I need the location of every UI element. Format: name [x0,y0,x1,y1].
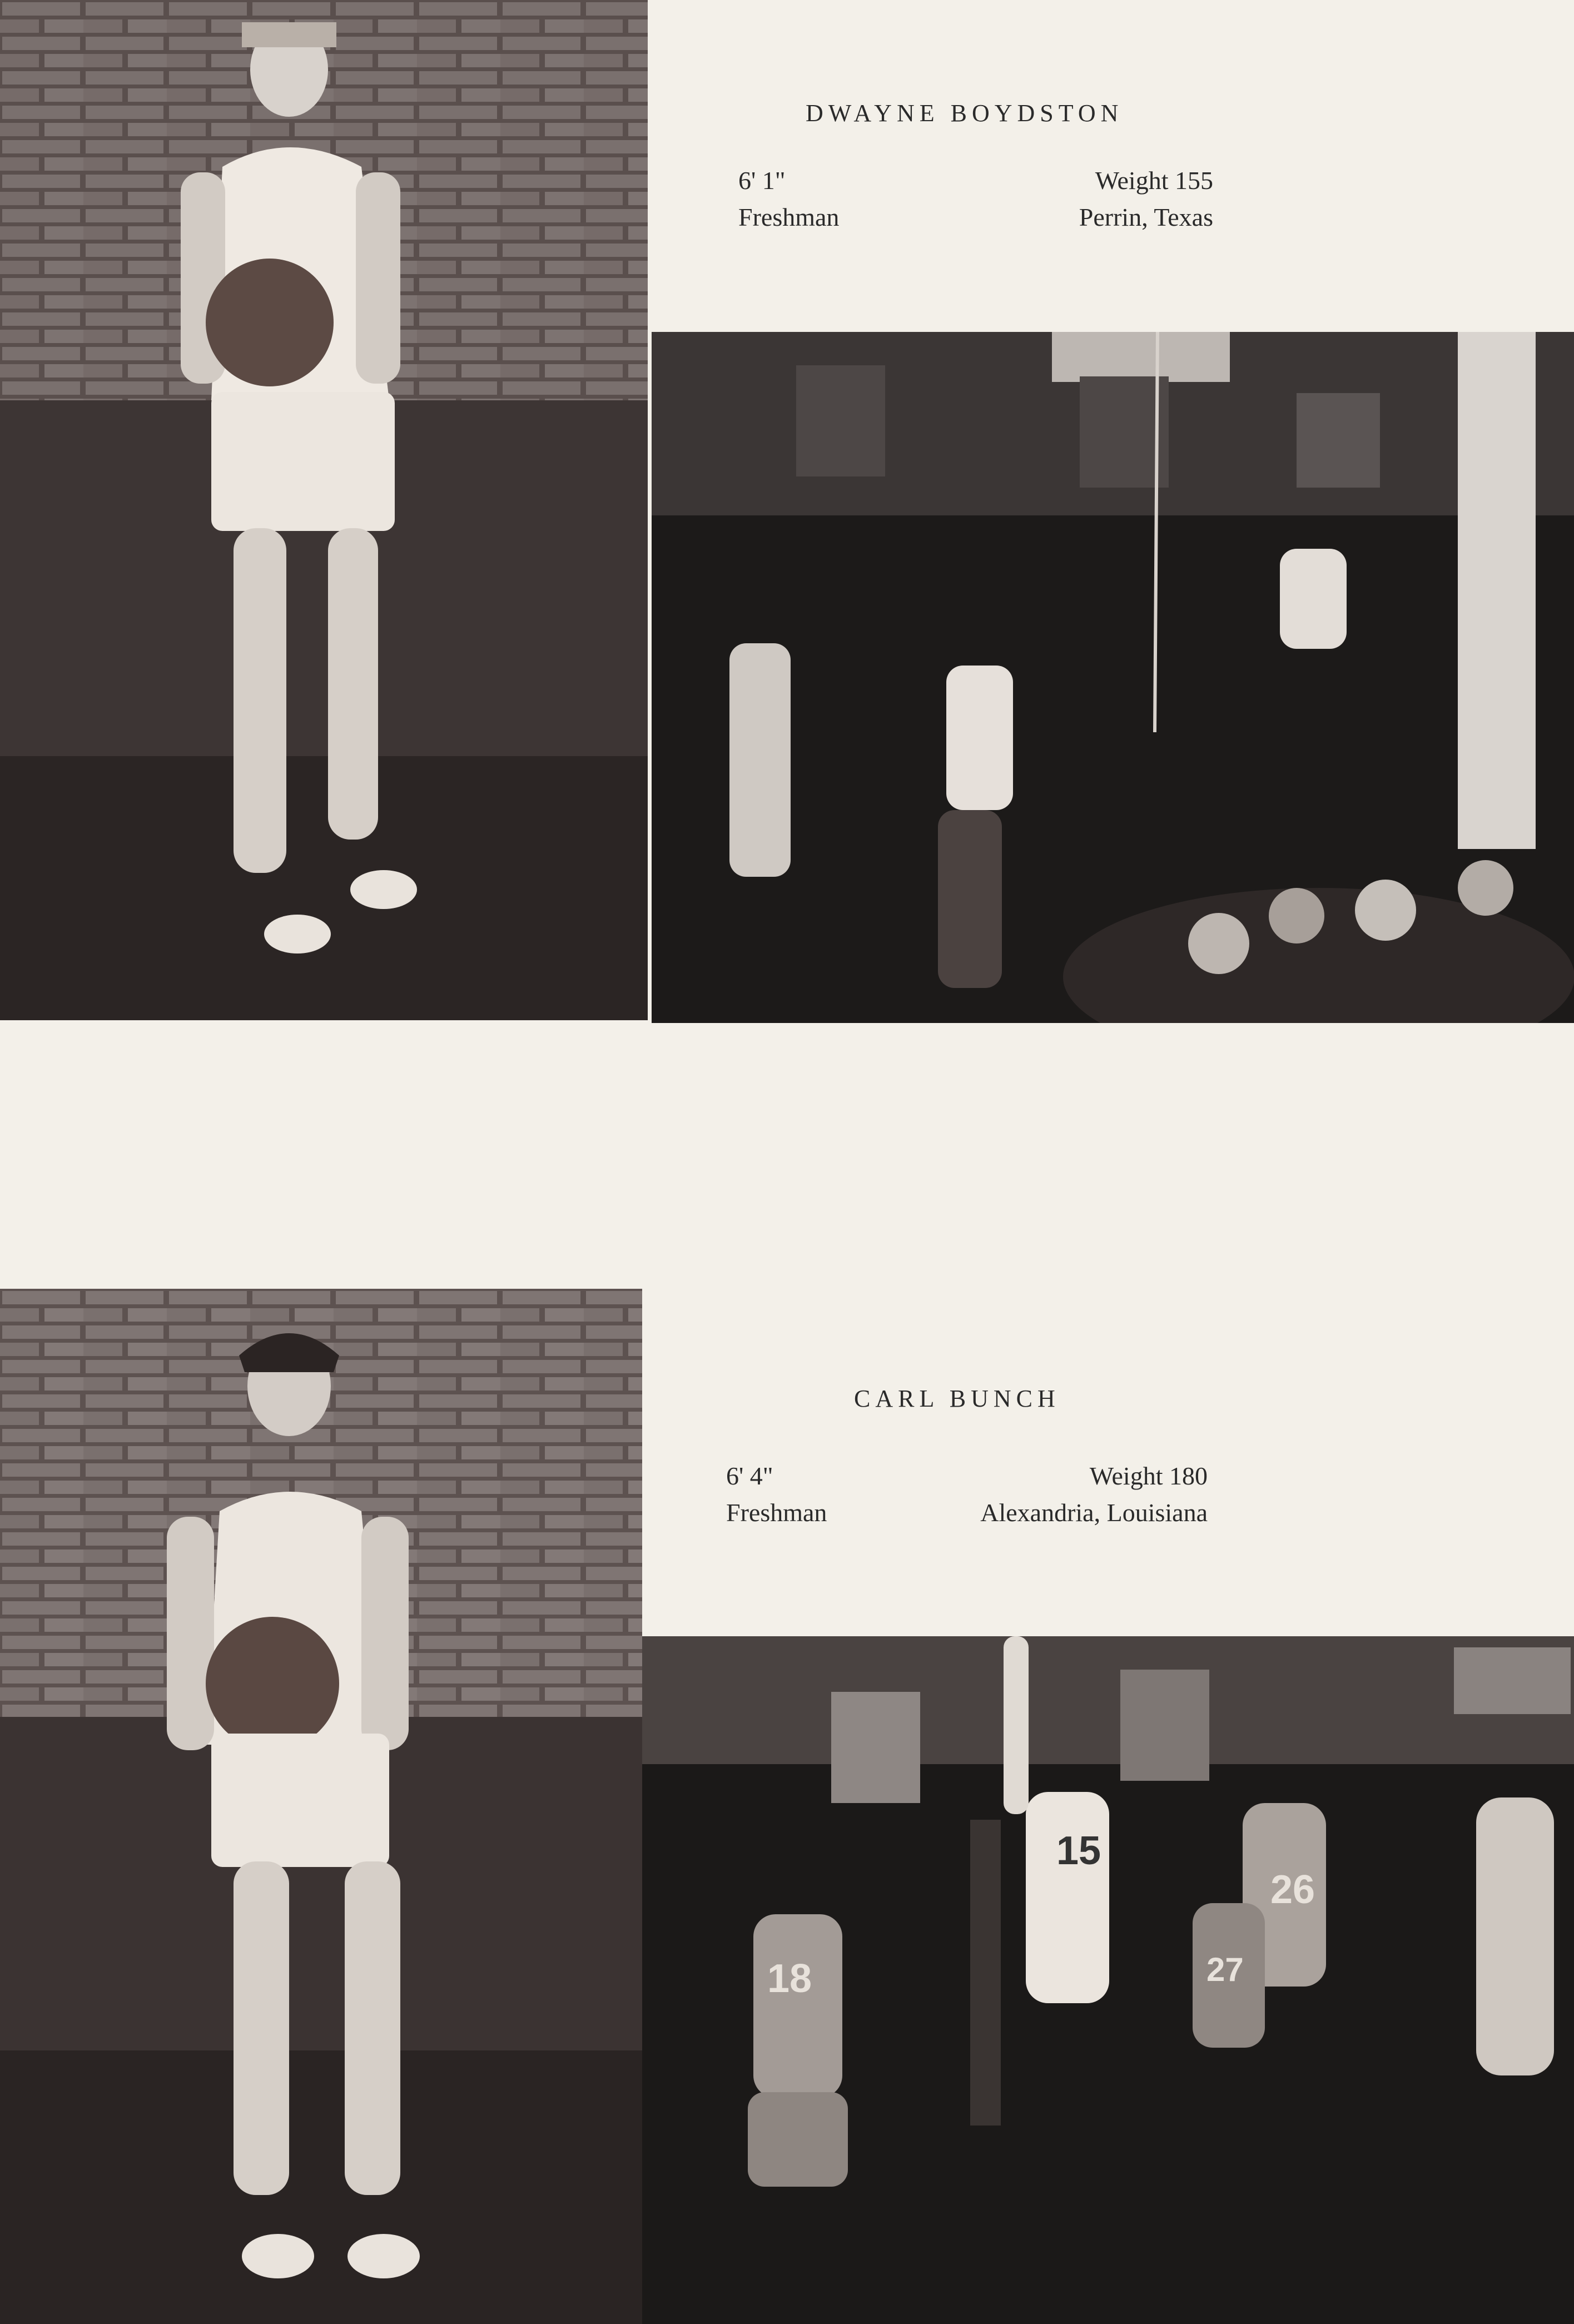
player-hometown: Alexandria, Louisiana [980,1498,1208,1527]
jersey-number: 26 [1270,1868,1315,1912]
player-weight: Weight 180 [1089,1462,1208,1490]
player-class: Freshman [738,203,840,231]
portrait-photo-boydston [0,0,648,1020]
jersey-number: 15 [1056,1829,1101,1873]
player-name: DWAYNE BOYDSTON [806,100,1124,127]
player-weight: Weight 155 [1095,166,1213,195]
portrait-photo-bunch [0,1289,642,2324]
player-name: CARL BUNCH [854,1385,1060,1412]
player-class: Freshman [726,1498,827,1527]
player-height: 6' 4" [726,1462,773,1490]
jersey-number: 27 [1206,1951,1244,1988]
jersey-number: 18 [767,1956,812,2001]
action-photo-rebound [642,1636,1574,2324]
player-height: 6' 1" [738,166,786,195]
player-hometown: Perrin, Texas [1079,203,1213,231]
action-photo-gym-game [652,332,1574,1023]
